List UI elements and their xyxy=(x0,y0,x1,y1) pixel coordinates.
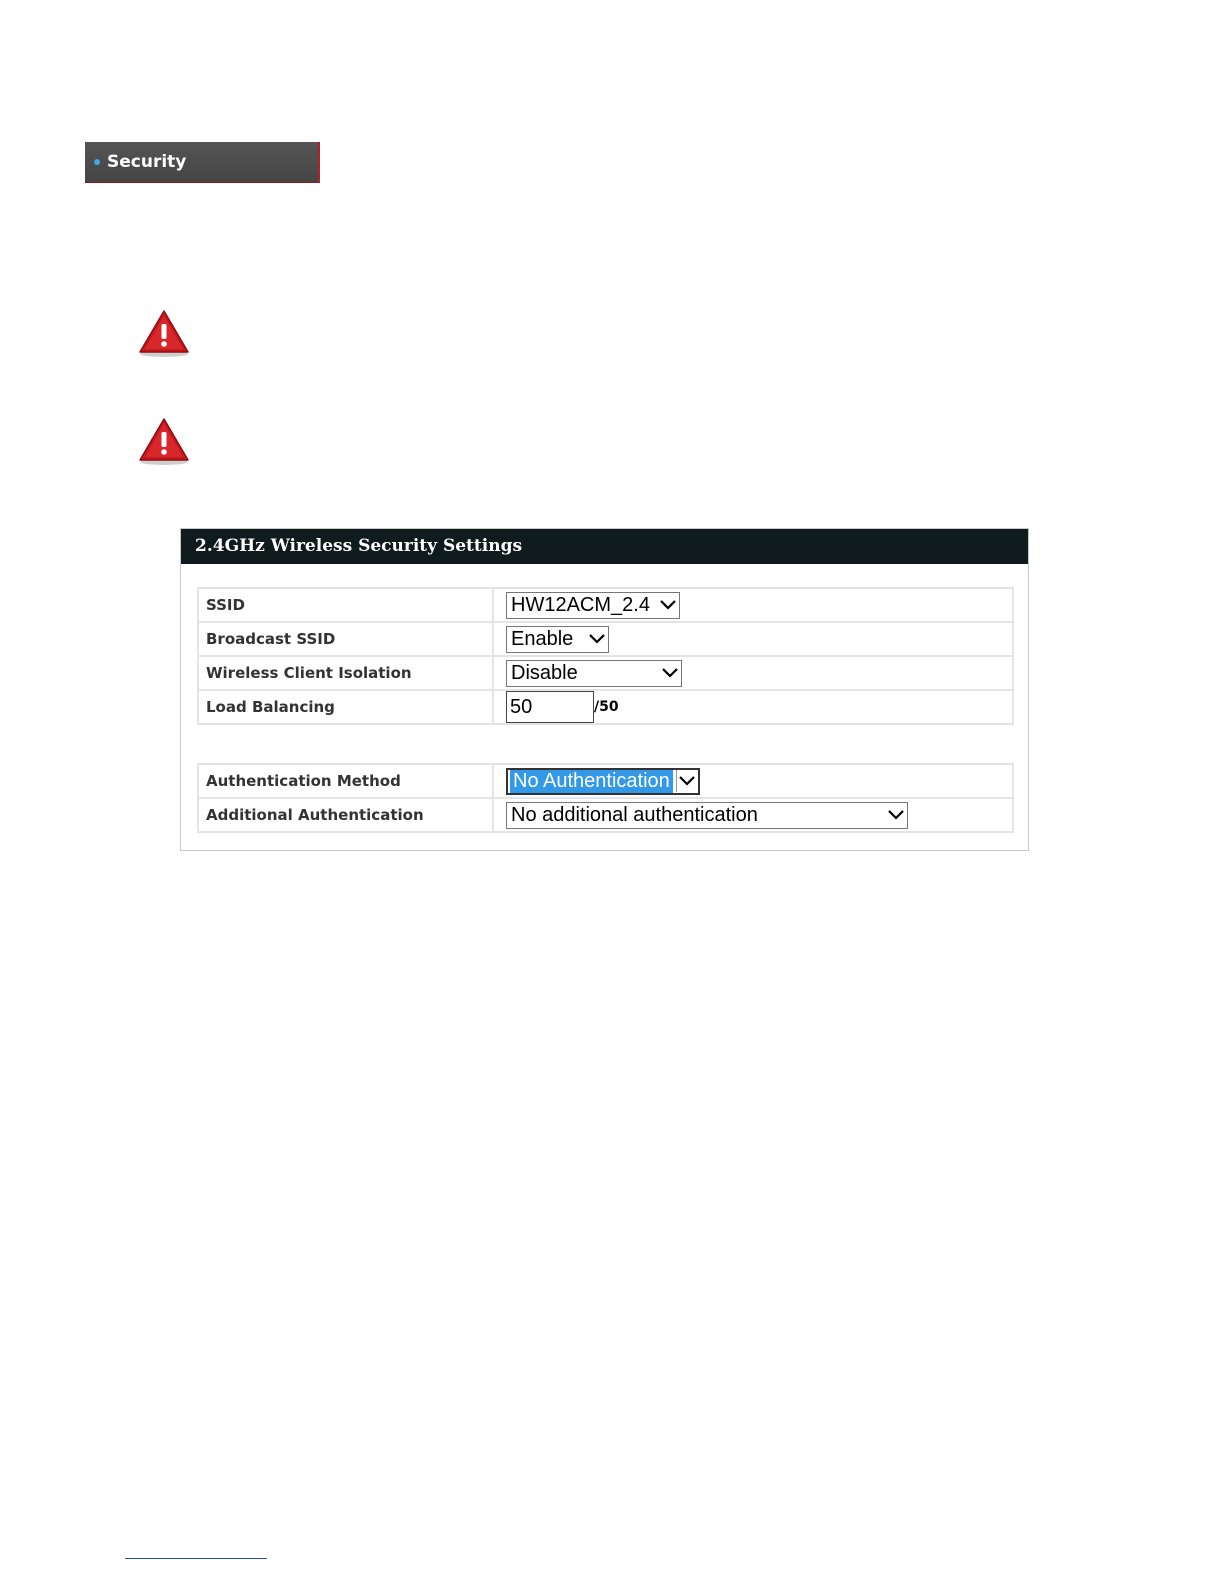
section-header-security[interactable] xyxy=(85,142,320,183)
bullet-icon xyxy=(94,159,100,165)
ssid-select[interactable]: HW12ACM_2.4 xyxy=(506,592,680,619)
table-row xyxy=(198,656,1013,690)
broadcast-ssid-label: Broadcast SSID xyxy=(198,622,493,656)
auth-method-label: Authentication Method xyxy=(198,764,493,798)
load-balancing-label: Load Balancing xyxy=(198,690,493,724)
auth-method-select[interactable]: No Authentication xyxy=(506,768,700,795)
client-isolation-label: Wireless Client Isolation xyxy=(198,656,493,690)
warning-triangle-icon xyxy=(137,416,191,466)
table-row xyxy=(198,690,1013,724)
chevron-down-icon xyxy=(676,770,698,792)
table-row xyxy=(198,622,1013,656)
wireless-security-panel xyxy=(180,528,1029,851)
broadcast-ssid-select[interactable]: Enable xyxy=(506,626,609,653)
chevron-down-icon xyxy=(885,804,907,826)
authentication-settings-table xyxy=(197,763,1014,833)
table-row xyxy=(198,588,1013,622)
table-row xyxy=(198,764,1013,798)
chevron-down-icon xyxy=(586,628,608,650)
additional-auth-select[interactable]: No additional authentication xyxy=(506,802,908,829)
general-settings-table xyxy=(197,587,1014,725)
panel-title: 2.4GHz Wireless Security Settings xyxy=(181,529,1028,564)
chevron-down-icon xyxy=(659,662,681,684)
client-isolation-select[interactable]: Disable xyxy=(506,660,682,687)
section-title: Security xyxy=(107,152,187,172)
chevron-down-icon xyxy=(657,594,679,616)
warning-triangle-icon xyxy=(137,308,191,358)
load-balancing-input[interactable]: 50 xyxy=(506,691,594,723)
load-balancing-max: /50 xyxy=(594,699,619,715)
ssid-label: SSID xyxy=(198,588,493,622)
table-row xyxy=(198,798,1013,832)
footnote-divider xyxy=(125,1558,267,1559)
additional-auth-label: Additional Authentication xyxy=(198,798,493,832)
